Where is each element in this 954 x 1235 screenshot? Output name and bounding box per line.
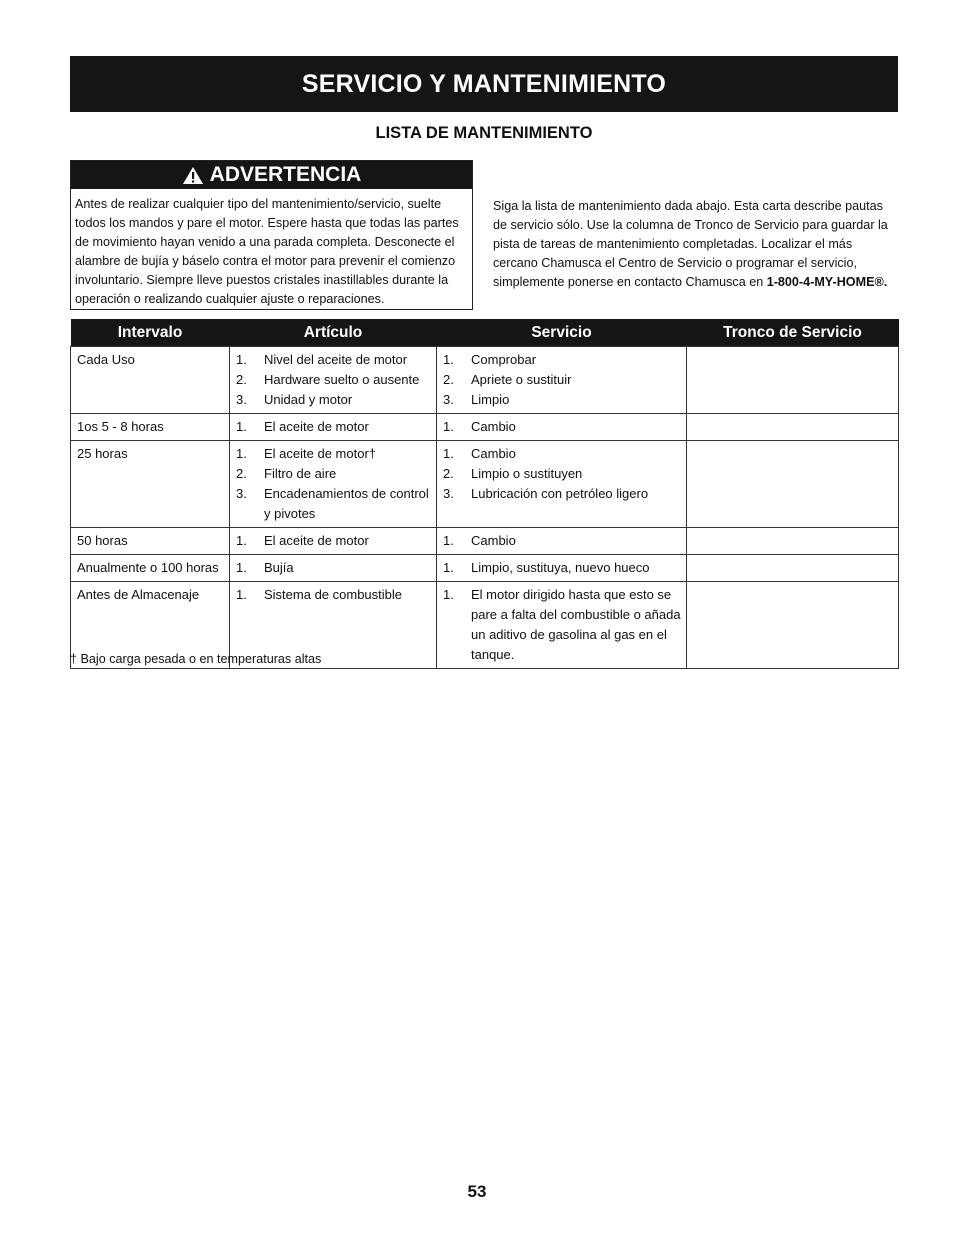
item-cell <box>230 528 437 555</box>
table-row <box>71 528 899 555</box>
header-service-log: Tronco de Servicio <box>687 319 899 347</box>
section-subtitle: LISTA DE MANTENIMIENTO <box>375 124 593 142</box>
list-item-text: Cambio <box>471 533 516 548</box>
page-title-text: SERVICIO Y MANTENIMIENTO <box>301 69 667 98</box>
list-item-text: Cambio <box>471 446 516 461</box>
list-item <box>234 390 432 410</box>
service-cell <box>437 582 687 669</box>
service-log-cell[interactable] <box>687 441 899 528</box>
list-item <box>441 350 682 370</box>
list-item-number: 3. <box>443 486 454 501</box>
service-cell <box>437 347 687 414</box>
item-cell <box>230 414 437 441</box>
list-item-number: 1. <box>443 446 454 461</box>
list-item-number: 1. <box>236 446 247 461</box>
interval-cell: 1os 5 - 8 horas <box>71 414 230 441</box>
list-item-text: Cambio <box>471 419 516 434</box>
header-service: Servicio <box>437 319 687 347</box>
list-item-number: 2. <box>443 372 454 387</box>
list-item-text: El aceite de motor <box>264 533 369 548</box>
table-row <box>71 414 899 441</box>
interval-cell: 25 horas <box>71 441 230 528</box>
list-item-text: Bujía <box>264 560 294 575</box>
list-item-text: Hardware suelto o ausente <box>264 372 420 387</box>
list-item <box>441 444 682 464</box>
service-log-cell[interactable] <box>687 555 899 582</box>
table-header-row <box>71 319 899 347</box>
list-item-text: El aceite de motor† <box>264 446 377 461</box>
list-item-text: Limpio o sustituyen <box>471 466 583 481</box>
warning-title: ADVERTENCIA <box>209 163 362 186</box>
list-item-text: El aceite de motor <box>264 419 369 434</box>
service-cell <box>437 528 687 555</box>
page-number: 53 <box>467 1182 487 1201</box>
list-item-text: Encadenamientos de control y pivotes <box>264 486 429 521</box>
list-item-text: Limpio <box>471 392 510 407</box>
list-item <box>234 484 432 524</box>
list-item-text: Unidad y motor <box>264 392 353 407</box>
list-item-text: Sistema de combustible <box>264 587 403 602</box>
list-item-number: 1. <box>236 533 247 548</box>
maintenance-table <box>70 319 899 669</box>
header-interval: Intervalo <box>71 319 230 347</box>
list-item <box>441 370 682 390</box>
interval-cell: Anualmente o 100 horas <box>71 555 230 582</box>
service-log-cell[interactable] <box>687 582 899 669</box>
service-cell <box>437 441 687 528</box>
service-log-cell[interactable] <box>687 414 899 441</box>
table-row <box>71 441 899 528</box>
list-item-number: 3. <box>236 486 247 501</box>
warning-triangle-icon <box>182 166 204 185</box>
service-log-cell[interactable] <box>687 528 899 555</box>
list-item <box>441 464 682 484</box>
list-item <box>441 390 682 410</box>
list-item <box>234 585 432 605</box>
interval-cell: 50 horas <box>71 528 230 555</box>
warning-header <box>71 161 472 189</box>
page-title <box>70 56 898 112</box>
service-log-cell[interactable] <box>687 347 899 414</box>
list-item-number: 1. <box>443 587 454 602</box>
list-item <box>441 585 682 665</box>
warning-box <box>70 160 473 310</box>
list-item-number: 1. <box>443 533 454 548</box>
list-item <box>234 558 432 578</box>
intro-text: Siga la lista de mantenimiento dada abajo. Esta carta describe pautas de servicio sólo. Use la columna de Tronco de Servicio para guardar la pista de tareas de mantenimiento completadas. Localizar el más cercano Chamusca el Centro de Servicio o programar el servicio, simplemente ponerse en contacto Chamusca en <box>493 199 888 289</box>
warning-text: Antes de realizar cualquier tipo del mantenimiento/servicio, suelte todos los mandos y pare el motor. Espere hasta que todas las partes de movimiento hayan venido a una parada completa. Desconecte el alambre de bujía y báselo contra el motor para prevenir el comienzo involuntario. Siempre lleve puestos cristales inastillables durante la operación o realizando cualquier ajuste o reparaciones. <box>75 197 459 306</box>
list-item <box>234 531 432 551</box>
service-cell <box>437 414 687 441</box>
list-item <box>234 444 432 464</box>
interval-cell: Cada Uso <box>71 347 230 414</box>
list-item <box>441 531 682 551</box>
list-item-text: Lubricación con petróleo ligero <box>471 486 649 501</box>
list-item-text: Filtro de aire <box>264 466 337 481</box>
list-item-text: Comprobar <box>471 352 537 367</box>
header-item: Artículo <box>230 319 437 347</box>
list-item-text: Nivel del aceite de motor <box>264 352 408 367</box>
list-item <box>441 484 682 504</box>
list-item-number: 2. <box>443 466 454 481</box>
table-row <box>71 347 899 414</box>
list-item-number: 1. <box>443 352 454 367</box>
list-item-number: 1. <box>236 560 247 575</box>
table-row <box>71 555 899 582</box>
item-cell <box>230 347 437 414</box>
intro-paragraph <box>493 197 899 292</box>
list-item-text: Limpio, sustituya, nuevo hueco <box>471 560 650 575</box>
list-item <box>234 464 432 484</box>
list-item-number: 3. <box>236 392 247 407</box>
list-item <box>441 558 682 578</box>
service-cell <box>437 555 687 582</box>
list-item-number: 3. <box>443 392 454 407</box>
list-item-number: 1. <box>236 419 247 434</box>
list-item-text: El motor dirigido hasta que esto se pare a falta del combustible o añada un aditivo de gasolina al gas en el tanque. <box>471 587 681 662</box>
list-item-text: Apriete o sustituir <box>471 372 572 387</box>
footnote: † Bajo carga pesada o en temperaturas altas <box>70 652 322 666</box>
item-cell <box>230 441 437 528</box>
interval-cell: Antes de Almacenaje <box>71 582 230 669</box>
list-item-number: 1. <box>236 352 247 367</box>
list-item <box>234 417 432 437</box>
list-item-number: 2. <box>236 372 247 387</box>
table-body <box>71 347 899 669</box>
item-cell <box>230 555 437 582</box>
phone-number: 1-800-4-MY-HOME®. <box>766 275 888 289</box>
list-item <box>234 350 432 370</box>
list-item-number: 1. <box>443 419 454 434</box>
list-item-number: 1. <box>236 587 247 602</box>
list-item-number: 2. <box>236 466 247 481</box>
list-item-number: 1. <box>443 560 454 575</box>
list-item <box>234 370 432 390</box>
list-item <box>441 417 682 437</box>
